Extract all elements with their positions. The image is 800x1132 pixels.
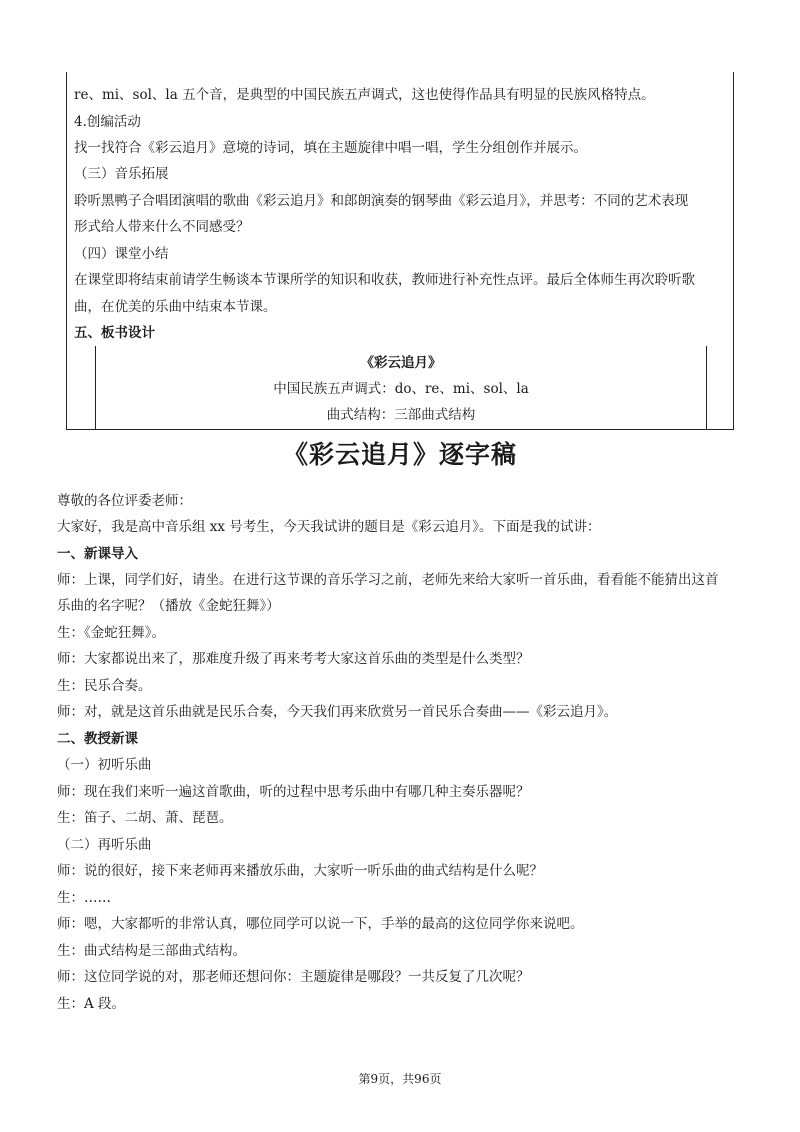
text-line: 生：《金蛇狂舞》。	[57, 625, 165, 641]
text-line: 乐曲的名字呢？（播放《金蛇狂舞》）	[57, 598, 280, 614]
board-line-structure: 曲式结构：三部曲式结构	[326, 407, 476, 423]
text-line: （三）音乐拓展	[74, 166, 169, 182]
board-title: 《彩云追月》	[360, 355, 442, 371]
text-line: 师：大家都说出来了，那难度升级了再来考考大家这首乐曲的类型是什么类型？	[57, 651, 530, 667]
text-line: 师：说的很好，接下来老师再来播放乐曲，大家听一听乐曲的曲式结构是什么呢？	[57, 863, 543, 879]
text-line: 在课堂即将结束前请学生畅谈本节课所学的知识和收获，教师进行补充性点评。最后全体师生再次聆听歌	[74, 272, 695, 288]
text-line: 师：对，就是这首乐曲就是民乐合奏，今天我们再来欣赏另一首民乐合奏曲——《彩云追月》。	[57, 704, 618, 720]
text-line: 曲，在优美的乐曲中结束本节课。	[74, 299, 277, 315]
section-heading: 二、教授新课	[57, 731, 138, 747]
text-line: 师：这位同学说的对，那老师还想问你：主题旋律是哪段？一共反复了几次呢？	[57, 969, 530, 985]
text-line: 聆听黑鸭子合唱团演唱的歌曲《彩云追月》和郎朗演奏的钢琴曲《彩云追月》，并思考：不同的艺术表现	[74, 193, 689, 209]
text-line: （一）初听乐曲	[57, 757, 152, 773]
section-heading: 五、板书设计	[74, 325, 155, 341]
text-line: 形式给人带来什么不同感受？	[74, 219, 250, 235]
document-title: 《彩云追月》逐字稿	[282, 440, 517, 469]
text-line: 生：A 段。	[57, 996, 126, 1012]
text-line: 师：嗯，大家都听的非常认真，哪位同学可以说一下，手举的最高的这位同学你来说吧。	[57, 916, 584, 932]
text-line: 师：上课，同学们好，请坐。在进行这节课的音乐学习之前，老师先来给大家听一首乐曲，看看能不能猜出这首	[57, 572, 719, 588]
page-number: 第9页，共96页	[358, 1072, 442, 1086]
text-line: re、mi、sol、la 五个音，是典型的中国民族五声调式，这也使得作品具有明显的民族风格特点。	[74, 87, 655, 103]
text-line: 尊敬的各位评委老师：	[57, 493, 192, 509]
text-line: 生：民乐合奏。	[57, 678, 152, 694]
text-line: 生：曲式结构是三部曲式结构。	[57, 943, 246, 959]
text-line: 生：笛子、二胡、萧、琵琶。	[57, 810, 233, 826]
board-line-mode: 中国民族五声调式：do、re、mi、sol、la	[273, 381, 529, 397]
text-line: 大家好，我是高中音乐组 xx 号考生，今天我试讲的题目是《彩云追月》。下面是我的试讲：	[57, 519, 601, 535]
section-heading: 一、新课导入	[57, 546, 138, 562]
text-line: （二）再听乐曲	[57, 837, 152, 853]
text-line: 生：……	[57, 890, 111, 906]
text-line: 找一找符合《彩云追月》意境的诗词，填在主题旋律中唱一唱，学生分组创作并展示。	[74, 140, 587, 156]
text-line: （四）课堂小结	[74, 246, 169, 262]
text-line: 4.创编活动	[74, 114, 141, 130]
text-line: 师：现在我们来听一遍这首歌曲，听的过程中思考乐曲中有哪几种主奏乐器呢？	[57, 784, 530, 800]
